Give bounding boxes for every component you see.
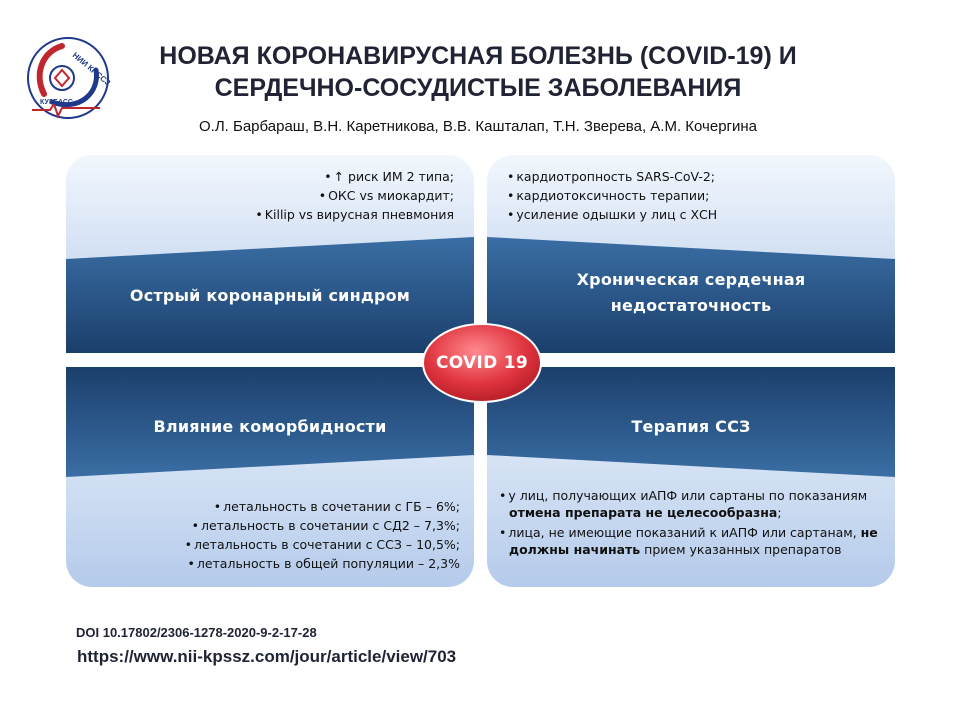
title-line-1: НОВАЯ КОРОНАВИРУСНАЯ БОЛЕЗНЬ (COVID-19) И (159, 42, 797, 70)
list-item: • кардиотоксичность терапии; (507, 186, 717, 205)
institute-logo (22, 34, 114, 122)
list-item: • летальность в сочетании с ГБ – 6%; (185, 497, 460, 516)
svg-text:НИИ КПССЗ: НИИ КПССЗ (70, 50, 113, 88)
list-item: • ОКС vs миокардит; (255, 186, 454, 205)
panel-heading-line-2: недостаточность (610, 296, 772, 315)
list-item: • летальность в общей популяции – 2,3% (185, 554, 460, 573)
therapy-bullet-list (499, 487, 891, 561)
list-item: • летальность в сочетании с СД2 – 7,3%; (185, 516, 460, 535)
list-item: • кардиотропность SARS-CoV-2; (507, 167, 717, 186)
list-item: • усиление одышки у лиц с ХСН (507, 205, 717, 224)
list-item (499, 524, 891, 558)
covid-badge-label: COVID 19 (435, 353, 529, 373)
list-item: • летальность в сочетании с ССЗ – 10,5%; (185, 535, 460, 554)
panel-chronic-heart-failure (487, 155, 895, 353)
comorbidity-bullet-list (185, 497, 460, 573)
text: у лиц, получающих иАПФ или сартаны по показаниям (508, 488, 868, 503)
panel-heading (487, 267, 895, 319)
covid-badge (421, 322, 543, 404)
article-url-link[interactable]: https://www.nii-kpssz.com/jour/article/view/703 (77, 647, 457, 666)
doi-text: DOI 10.17802/2306-1278-2020-9-2-17-28 (76, 625, 317, 640)
chf-bullet-list (507, 167, 717, 224)
list-item: • ↑ риск ИМ 2 типа; (255, 167, 454, 186)
panel-acute-coronary-syndrome (66, 155, 474, 353)
emphasis: отмена препарата не целесообразна (509, 505, 778, 520)
list-item: • Killip vs вирусная пневмония (255, 205, 454, 224)
text: ; (777, 505, 782, 520)
panel-heading: Острый коронарный синдром (129, 286, 411, 305)
panel-comorbidity (66, 367, 474, 587)
title-line-2: СЕРДЕЧНО-СОСУДИСТЫЕ ЗАБОЛЕВАНИЯ (214, 74, 742, 102)
authors: О.Л. Барбараш, В.Н. Каретникова, В.В. Кашталап, Т.Н. Зверева, А.М. Кочергина (198, 118, 758, 135)
slide-title (118, 40, 838, 104)
panel-cvd-therapy (487, 367, 895, 587)
acs-bullet-list (255, 167, 454, 224)
panel-heading: Терапия ССЗ (631, 417, 751, 436)
text: лица, не имеющие показаний к иАПФ или сартанам, (508, 525, 861, 540)
text: прием указанных препаратов (640, 542, 842, 557)
panel-heading-line-1: Хроническая сердечная (576, 270, 806, 289)
list-item (499, 487, 891, 521)
svg-text:КУЗБАСС: КУЗБАСС (40, 99, 73, 106)
panel-heading: Влияние коморбидности (153, 417, 387, 436)
emphasis: не должны начинать (509, 525, 878, 557)
